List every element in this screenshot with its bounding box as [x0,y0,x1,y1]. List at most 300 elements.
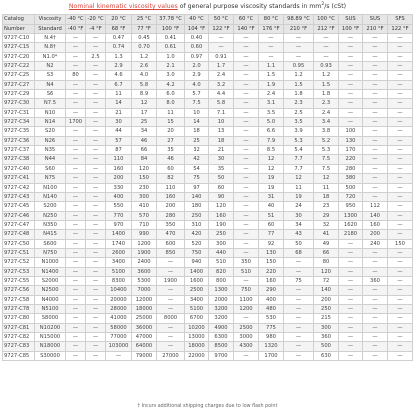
viscosity-value-cell: 77 [259,230,284,239]
viscosity-value-cell: 800 [209,276,234,285]
viscosity-value-cell: 1900 [157,276,185,285]
viscosity-value-cell: — [157,342,185,351]
viscosity-value-cell: — [66,108,86,117]
viscosity-value-cell: — [86,146,106,155]
table-row [3,314,413,323]
viscosity-value-cell: 2.3 [284,99,314,108]
viscosity-value-cell: — [339,323,363,332]
viscosity-value-cell: — [339,34,363,43]
viscosity-value-cell: 3.5 [259,108,284,117]
viscosity-value-cell: — [66,220,86,229]
viscosity-value-cell: 49 [314,239,339,248]
viscosity-value-cell: — [259,52,284,61]
viscosity-value-cell: 1.2 [284,71,314,80]
catalog-number-cell: 9727-C55 [3,276,35,285]
viscosity-value-cell: 92 [259,239,284,248]
column-header: 68 °F [106,24,132,34]
catalog-number-cell: 9727-C85 [3,351,35,360]
viscosity-value-cell: 2500 [234,323,259,332]
viscosity-value-cell: — [388,108,413,117]
viscosity-value-cell: 215 [314,314,339,323]
viscosity-value-cell: 50 [284,239,314,248]
table-row [3,108,413,117]
viscosity-value-cell: — [388,136,413,145]
viscosity-value-cell: — [86,62,106,71]
viscosity-value-cell: — [363,71,388,80]
viscosity-value-cell: 34 [284,220,314,229]
viscosity-standard-cell: N7.5 [35,99,66,108]
viscosity-standard-cell: N75 [35,174,66,183]
viscosity-value-cell: 19 [259,183,284,192]
viscosity-value-cell: 1.0 [157,52,185,61]
viscosity-value-cell: — [363,43,388,52]
viscosity-value-cell: 28000 [106,304,132,313]
catalog-number-cell: 9727-C38 [3,155,35,164]
viscosity-value-cell: 7.1 [209,108,234,117]
viscosity-value-cell: 17 [132,108,157,117]
viscosity-value-cell: 420 [185,230,209,239]
viscosity-value-cell: — [234,351,259,360]
viscosity-value-cell: 40 [259,202,284,211]
viscosity-value-cell: 250 [209,230,234,239]
viscosity-value-cell: 30 [209,155,234,164]
viscosity-value-cell: 97 [185,183,209,192]
viscosity-value-cell: 720 [339,192,363,201]
viscosity-standard-cell: S200 [35,202,66,211]
viscosity-value-cell: 290 [259,286,284,295]
viscosity-value-cell: — [363,146,388,155]
viscosity-value-cell: — [339,286,363,295]
column-header: 122 °F [388,24,413,34]
viscosity-value-cell: — [86,99,106,108]
viscosity-value-cell: — [234,202,259,211]
viscosity-value-cell: — [106,351,132,360]
viscosity-value-cell: — [86,276,106,285]
catalog-number-cell: 9727-C45 [3,202,35,211]
viscosity-value-cell: — [284,333,314,342]
viscosity-value-cell: 150 [388,239,413,248]
viscosity-value-cell: 22000 [185,351,209,360]
viscosity-value-cell: — [66,99,86,108]
viscosity-value-cell: — [86,155,106,164]
viscosity-value-cell: 30 [284,211,314,220]
viscosity-value-cell: 32 [185,146,209,155]
viscosity-value-cell: 9700 [209,351,234,360]
table-row [3,248,413,257]
table-row [3,164,413,173]
viscosity-value-cell: — [66,136,86,145]
viscosity-value-cell: 2500 [185,286,209,295]
viscosity-value-cell: — [66,267,86,276]
viscosity-value-cell: — [284,304,314,313]
viscosity-value-cell: 19 [259,174,284,183]
viscosity-value-cell: 1200 [234,304,259,313]
viscosity-value-cell: 3400 [185,295,209,304]
viscosity-value-cell: 21 [106,108,132,117]
viscosity-value-cell: 480 [259,304,284,313]
catalog-number-cell: 9727-C43 [3,192,35,201]
viscosity-value-cell: — [66,183,86,192]
viscosity-value-cell: — [363,108,388,117]
column-header: 37.78 °C [157,15,185,25]
viscosity-value-cell: 7.9 [259,136,284,145]
viscosity-value-cell: — [234,164,259,173]
viscosity-value-cell: 1.8 [284,90,314,99]
viscosity-standard-cell: S2000 [35,276,66,285]
table-row [3,202,413,211]
viscosity-value-cell: — [234,155,259,164]
viscosity-value-cell: 34 [132,127,157,136]
title-suffix: /s (cSt) [324,3,347,11]
viscosity-value-cell: — [388,333,413,342]
viscosity-value-cell: 3200 [209,314,234,323]
viscosity-value-cell: — [86,127,106,136]
viscosity-standard-cell: N250 [35,211,66,220]
column-header: 104 °F [185,24,209,34]
catalog-number-cell: 9727-C46 [3,211,35,220]
viscosity-value-cell: 23 [314,202,339,211]
viscosity-value-cell: — [66,43,86,52]
viscosity-value-cell: — [66,304,86,313]
viscosity-value-cell: 18000 [132,304,157,313]
viscosity-value-cell: 200 [363,230,388,239]
viscosity-value-cell: — [234,43,259,52]
catalog-number-cell: 9727-C58 [3,295,35,304]
viscosity-value-cell: 990 [132,230,157,239]
viscosity-value-cell: 5.0 [259,118,284,127]
catalog-number-cell: 9727-C37 [3,146,35,155]
viscosity-value-cell: 18 [185,127,209,136]
viscosity-value-cell: — [234,230,259,239]
viscosity-value-cell: — [234,146,259,155]
viscosity-value-cell: — [339,80,363,89]
viscosity-value-cell: 1400 [106,230,132,239]
viscosity-value-cell: — [66,333,86,342]
viscosity-value-cell: 130 [339,136,363,145]
table-row [3,127,413,136]
table-body [3,34,413,361]
viscosity-value-cell: 21 [209,146,234,155]
viscosity-value-cell: — [234,52,259,61]
viscosity-value-cell: — [388,342,413,351]
viscosity-value-cell: 3600 [132,267,157,276]
viscosity-value-cell: 2.6 [132,62,157,71]
viscosity-value-cell: 2.5 [284,108,314,117]
viscosity-value-cell: — [388,90,413,99]
viscosity-value-cell: 0.97 [185,52,209,61]
viscosity-value-cell: 250 [314,304,339,313]
viscosity-value-cell: 7.7 [284,164,314,173]
column-header: 98.89 °C [284,15,314,25]
table-row [3,286,413,295]
viscosity-value-cell: 5.2 [314,136,339,145]
viscosity-value-cell: — [234,34,259,43]
viscosity-value-cell: 1620 [339,220,363,229]
table-row [3,136,413,145]
title-link[interactable]: Nominal kinematic viscosity values [68,3,178,11]
viscosity-value-cell: — [234,62,259,71]
viscosity-value-cell: 35 [209,164,234,173]
viscosity-value-cell: — [234,127,259,136]
viscosity-value-cell: 4.4 [209,90,234,99]
viscosity-value-cell: — [388,62,413,71]
viscosity-value-cell: 25000 [132,314,157,323]
viscosity-value-cell: — [234,136,259,145]
viscosity-value-cell: 1700 [259,351,284,360]
viscosity-value-cell: — [86,174,106,183]
viscosity-value-cell: 1.5 [259,71,284,80]
viscosity-value-cell: — [86,304,106,313]
viscosity-value-cell: 950 [339,202,363,211]
viscosity-value-cell: — [363,80,388,89]
viscosity-value-cell: — [284,351,314,360]
table-row [3,304,413,313]
viscosity-value-cell: 4.0 [132,71,157,80]
viscosity-value-cell: — [66,351,86,360]
viscosity-value-cell: 1.2 [132,52,157,61]
viscosity-value-cell: — [388,99,413,108]
viscosity-value-cell: — [66,248,86,257]
viscosity-value-cell: — [388,323,413,332]
viscosity-value-cell: 50 [209,174,234,183]
viscosity-value-cell: — [234,248,259,257]
table-row [3,333,413,342]
catalog-number-cell: 9727-C82 [3,333,35,342]
viscosity-value-cell: 5300 [132,276,157,285]
viscosity-standard-cell: N10200 [35,323,66,332]
table-row [3,71,413,80]
viscosity-value-cell: — [363,52,388,61]
viscosity-value-cell: 46 [132,136,157,145]
viscosity-value-cell: — [86,71,106,80]
viscosity-value-cell: — [234,192,259,201]
viscosity-value-cell: — [259,34,284,43]
viscosity-value-cell: — [86,314,106,323]
viscosity-value-cell: — [339,99,363,108]
viscosity-value-cell: 130 [259,248,284,257]
catalog-number-cell: 9727-C50 [3,239,35,248]
viscosity-value-cell: — [157,267,185,276]
viscosity-value-cell: — [66,127,86,136]
column-header: 122 °F [209,24,234,34]
viscosity-value-cell: 27000 [157,351,185,360]
viscosity-value-cell: 60 [209,183,234,192]
viscosity-value-cell: — [86,323,106,332]
viscosity-value-cell: — [363,351,388,360]
table-row [3,211,413,220]
viscosity-value-cell: 7.5 [314,164,339,173]
viscosity-value-cell: — [66,192,86,201]
viscosity-value-cell: 20000 [106,295,132,304]
viscosity-value-cell: 5100 [106,267,132,276]
viscosity-value-cell: — [86,220,106,229]
viscosity-value-cell: — [86,267,106,276]
viscosity-standard-cell: S60 [35,164,66,173]
column-header: -40 °F [66,24,86,34]
viscosity-value-cell: 3.1 [259,99,284,108]
viscosity-value-cell: 4.2 [157,80,185,89]
viscosity-value-cell: — [66,90,86,99]
viscosity-value-cell: 220 [259,267,284,276]
viscosity-value-cell: 1740 [106,239,132,248]
viscosity-value-cell: 980 [259,333,284,342]
viscosity-value-cell: — [284,286,314,295]
table-row [3,118,413,127]
viscosity-value-cell: 41000 [106,314,132,323]
viscosity-standard-cell: N35 [35,146,66,155]
viscosity-value-cell: 240 [363,239,388,248]
viscosity-value-cell: 1.7 [209,62,234,71]
viscosity-standard-cell: N44 [35,155,66,164]
viscosity-standard-cell: N100 [35,183,66,192]
viscosity-value-cell: 350 [234,258,259,267]
viscosity-value-cell: 14 [185,118,209,127]
viscosity-value-cell: 160 [209,211,234,220]
catalog-number-cell: 9727-C20 [3,52,35,61]
catalog-number-cell: 9727-C34 [3,118,35,127]
viscosity-value-cell: — [66,239,86,248]
catalog-number-cell: 9727-C10 [3,34,35,43]
viscosity-value-cell: 84 [132,155,157,164]
viscosity-value-cell: 3.2 [209,80,234,89]
viscosity-value-cell: 0.91 [209,52,234,61]
viscosity-value-cell: 1700 [66,118,86,127]
viscosity-value-cell: — [363,183,388,192]
viscosity-value-cell: 1.5 [284,80,314,89]
column-header: 210 °F [363,24,388,34]
table-row [3,99,413,108]
viscosity-value-cell: 4900 [209,323,234,332]
table-row [3,62,413,71]
column-header: -4 °F [86,24,106,34]
viscosity-standard-cell: N4000 [35,295,66,304]
viscosity-value-cell: 24 [284,202,314,211]
viscosity-value-cell: 550 [106,202,132,211]
viscosity-value-cell: 103000 [106,342,132,351]
viscosity-value-cell: — [339,333,363,342]
viscosity-standard-cell: N140 [35,192,66,201]
catalog-number-cell: 9727-C53 [3,267,35,276]
viscosity-value-cell: — [66,276,86,285]
viscosity-value-cell: — [363,99,388,108]
viscosity-value-cell: 44 [106,127,132,136]
viscosity-value-cell: — [388,295,413,304]
viscosity-value-cell: — [259,43,284,52]
viscosity-value-cell: 280 [157,211,185,220]
title-text: of general purpose viscosity standards in mm [177,3,322,11]
viscosity-standard-cell: N5100 [35,304,66,313]
catalog-number-cell: 9727-C83 [3,342,35,351]
viscosity-value-cell: 120 [132,164,157,173]
viscosity-value-cell: — [86,342,106,351]
viscosity-standard-cell: N.4† [35,34,66,43]
viscosity-value-cell: — [157,258,185,267]
viscosity-value-cell: 3.0 [157,71,185,80]
viscosity-value-cell: — [86,34,106,43]
viscosity-value-cell: — [66,174,86,183]
viscosity-value-cell: 60 [157,164,185,173]
viscosity-value-cell: 110 [157,183,185,192]
viscosity-value-cell: — [388,276,413,285]
viscosity-standard-cell: S20 [35,127,66,136]
header-row-temperature-f [3,24,413,34]
column-header: SUS [339,15,363,25]
viscosity-value-cell: — [388,192,413,201]
viscosity-value-cell: — [66,258,86,267]
viscosity-value-cell: 2.4 [259,90,284,99]
viscosity-value-cell: — [234,99,259,108]
header-row-temperature-c [3,15,413,25]
viscosity-value-cell: — [363,333,388,342]
viscosity-value-cell: — [86,258,106,267]
viscosity-value-cell: 120 [209,202,234,211]
catalog-number-cell: 9727-C51 [3,248,35,257]
viscosity-value-cell: 8500 [209,342,234,351]
viscosity-value-cell: — [363,34,388,43]
viscosity-value-cell: 820 [209,267,234,276]
viscosity-value-cell: — [86,295,106,304]
table-row [3,230,413,239]
viscosity-value-cell: — [234,183,259,192]
column-header: SFS [388,15,413,25]
viscosity-standard-cell: N1400 [35,267,66,276]
viscosity-standard-cell: S3 [35,71,66,80]
viscosity-value-cell: 140 [185,192,209,201]
viscosity-value-cell: — [363,164,388,173]
viscosity-value-cell: 1320 [259,342,284,351]
viscosity-value-cell: 0.40 [185,34,209,43]
viscosity-value-cell: — [66,202,86,211]
viscosity-value-cell: 58000 [106,323,132,332]
table-row [3,90,413,99]
viscosity-value-cell: 6300 [209,333,234,342]
viscosity-value-cell: — [339,267,363,276]
viscosity-value-cell: — [339,52,363,61]
viscosity-value-cell: 7000 [132,286,157,295]
column-header: Number [3,24,35,34]
catalog-number-cell: 9727-C40 [3,164,35,173]
viscosity-value-cell: 775 [259,323,284,332]
viscosity-value-cell: 7.5 [314,155,339,164]
viscosity-value-cell: 150 [259,258,284,267]
viscosity-value-cell: — [234,174,259,183]
table-row [3,174,413,183]
viscosity-value-cell: — [234,314,259,323]
viscosity-value-cell: — [339,71,363,80]
viscosity-value-cell: 2.9 [106,62,132,71]
viscosity-value-cell: — [339,239,363,248]
column-header: 100 °F [157,24,185,34]
catalog-number-cell: 9727-C29 [3,90,35,99]
viscosity-value-cell: 1400 [185,267,209,276]
table-row [3,351,413,360]
viscosity-standard-cell: N750 [35,248,66,257]
viscosity-value-cell: 120 [314,267,339,276]
viscosity-value-cell: 170 [339,146,363,155]
viscosity-value-cell: 5100 [185,304,209,313]
viscosity-value-cell: 4.6 [106,71,132,80]
viscosity-value-cell: 850 [157,248,185,257]
viscosity-value-cell: — [339,295,363,304]
viscosity-value-cell: 51 [259,211,284,220]
catalog-number-cell: 9727-C25 [3,71,35,80]
viscosity-value-cell: — [284,314,314,323]
viscosity-value-cell: 25 [132,118,157,127]
catalog-number-cell: 9727-C47 [3,220,35,229]
viscosity-value-cell: — [157,295,185,304]
viscosity-standard-cell: N2500 [35,286,66,295]
catalog-number-cell: 9727-C15 [3,43,35,52]
